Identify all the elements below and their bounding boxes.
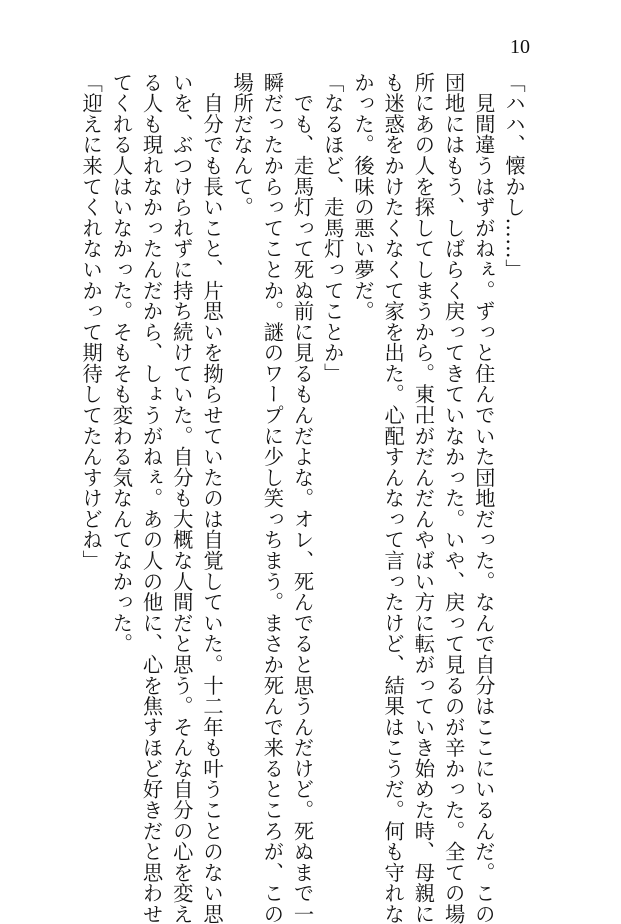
text-line: 「なるほど、走馬灯ってことか」	[320, 72, 345, 384]
text-line: でも、走馬灯って死ぬ前に見るもんだよな。オレ、死んでると思うんだけど。死ぬまで一	[290, 72, 315, 924]
text-line: 瞬だったからってことか。謎のワープに少し笑っちまう。まさか死んで来るところが、この	[260, 72, 285, 924]
text-line: 所にあの人を探してしまうから。東卍がだんだんやばい方に転がっていき始めた時、母親に	[411, 72, 436, 924]
body-text	[76, 72, 529, 924]
text-line: 「迎えに来てくれないかって期待してたんすけどね」	[79, 72, 104, 571]
text-line: 「ハハ、懐かし……」	[502, 72, 526, 280]
text-line: も迷惑をかけたくなくて家を出た。心配すんなって言ったけど、結果はこうだ。何も守れな	[381, 72, 406, 924]
text-line: かった。後味の悪い夢だ。	[350, 72, 375, 322]
text-line: る人も現れなかったんだから、しょうがねぇ。あの人の他に、心を焦すほど好きだと思わせ	[139, 72, 164, 924]
page-number: 10	[510, 36, 530, 58]
text-line: 見間違うはずがねぇ。ずっと住んでいた団地だった。なんで自分はここにいるんだ。この	[471, 72, 496, 924]
text-line: 団地にはもう、しばらく戻ってきていなかった。いや、戻って見るのが辛かった。全ての場	[441, 72, 466, 924]
text-line: いを、ぶつけられずに持ち続けていた。自分も大概な人間だと思う。そんな自分の心を変え	[169, 72, 194, 924]
text-line: てくれる人はいなかった。そもそも変わる気なんてなかった。	[109, 72, 134, 655]
text-line: 自分でも長いこと、片思いを拗らせていたのは自覚していた。十二年も叶うことのない思	[199, 72, 224, 924]
text-line: 場所だなんて。	[230, 72, 255, 218]
